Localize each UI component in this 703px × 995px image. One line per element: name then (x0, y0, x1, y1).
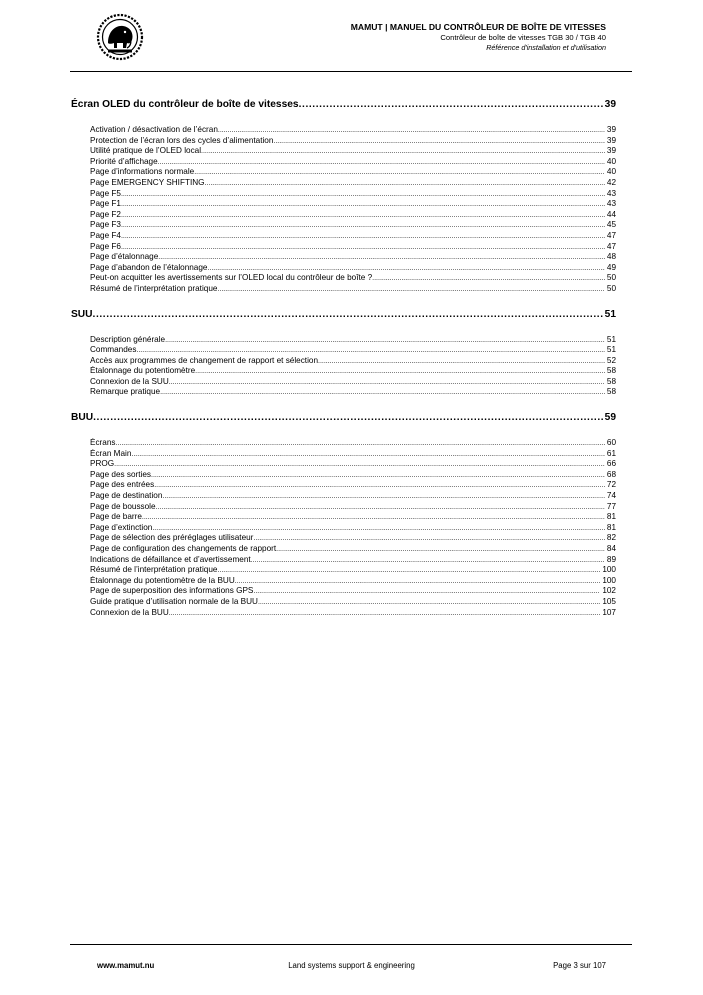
toc-leader-dots (158, 253, 605, 263)
toc-leader-dots (217, 285, 604, 295)
toc-entry-label: Page EMERGENCY SHIFTING (90, 177, 205, 187)
toc-entry[interactable] (90, 608, 616, 619)
toc-entry-label: Page de destination (90, 491, 163, 501)
toc-section-heading[interactable] (71, 98, 616, 112)
toc-entry-label: Page de barre (90, 512, 142, 522)
toc-entry-label: Indications de défaillance et d’avertissement (90, 554, 251, 564)
footer-tagline: Land systems support & engineering (288, 961, 415, 970)
toc-section-heading[interactable] (71, 308, 616, 322)
footer-page-number: Page 3 sur 107 (553, 961, 606, 970)
toc-entry-label: Connexion de la BUU (90, 607, 169, 617)
toc-entry-page: 81 (606, 522, 616, 532)
toc-entry-label: Page de superposition des informations GPS (90, 586, 254, 596)
toc-entry[interactable] (90, 157, 616, 168)
toc-entry[interactable] (90, 263, 616, 274)
toc-entry-page: 84 (606, 544, 616, 553)
toc-entry-page: 39 (606, 125, 616, 134)
toc-entry-label: Page F6 (90, 241, 121, 251)
toc-leader-dots (121, 221, 605, 231)
header-divider (70, 71, 632, 72)
toc-leader-dots (142, 513, 605, 523)
toc-entry-page: 82 (606, 533, 616, 543)
toc-section-page: 39 (604, 99, 616, 110)
toc-entry[interactable] (90, 491, 616, 502)
toc-leader-dots (151, 471, 605, 481)
toc-entry[interactable] (90, 544, 616, 555)
toc-entry-label: Page de configuration des changements de rapport (90, 544, 277, 553)
toc-entry-page: 68 (606, 469, 616, 479)
table-of-contents (71, 98, 616, 631)
toc-entry-page: 61 (606, 448, 616, 458)
toc-leader-dots (121, 232, 605, 242)
toc-leader-dots (276, 545, 605, 555)
toc-leader-dots (258, 598, 600, 608)
toc-entry-label: Commandes (90, 345, 137, 355)
toc-entry-page: 42 (606, 177, 616, 187)
toc-entry[interactable] (90, 167, 616, 178)
toc-entry-label: Résumé de l’interprétation pratique (90, 565, 218, 575)
toc-entry-page: 40 (606, 167, 616, 177)
toc-entry[interactable] (90, 533, 616, 544)
toc-entry-label: Page F4 (90, 230, 121, 240)
toc-entry-page: 40 (606, 156, 616, 166)
toc-leader-dots (114, 460, 605, 470)
toc-leader-dots (115, 439, 604, 449)
toc-leader-dots (165, 336, 605, 346)
toc-entry[interactable] (90, 512, 616, 523)
toc-leader-dots (154, 481, 605, 491)
toc-section-title: SUU (71, 308, 93, 320)
toc-section-page: 59 (604, 412, 616, 424)
toc-leader-dots (253, 587, 600, 597)
toc-entry-page: 89 (606, 554, 616, 564)
toc-entry-label: Page d’extinction (90, 522, 153, 532)
toc-entry[interactable] (90, 555, 616, 566)
toc-section-title: Écran OLED du contrôleur de boîte de vitesses (71, 99, 299, 110)
toc-entry[interactable] (90, 231, 616, 242)
toc-entry-label: Écrans (90, 438, 116, 448)
header-subtitle-italic: Référence d'installation et d'utilisation (486, 43, 606, 52)
toc-entry[interactable] (90, 125, 616, 136)
toc-entry-label: Remarque pratique (90, 387, 161, 397)
toc-leader-dots (201, 147, 605, 157)
toc-entry[interactable] (90, 586, 616, 597)
toc-entry-list (90, 335, 616, 399)
toc-entry[interactable] (90, 449, 616, 460)
toc-entry-label: Utilité pratique de l’OLED local (90, 146, 202, 156)
toc-entry[interactable] (90, 366, 616, 377)
toc-entry-page: 58 (606, 387, 616, 397)
toc-entry-page: 50 (606, 273, 616, 283)
toc-leader-dots (160, 388, 605, 398)
toc-entry[interactable] (90, 523, 616, 534)
toc-entry[interactable] (90, 565, 616, 576)
toc-entry-page: 52 (606, 355, 616, 365)
toc-entry-label: PROG (90, 459, 115, 469)
toc-entry[interactable] (90, 189, 616, 200)
toc-entry-page: 72 (606, 480, 616, 490)
toc-entry-label: Page d’étalonnage (90, 252, 159, 262)
toc-leader-dots (205, 179, 605, 189)
toc-leader-dots (299, 98, 603, 112)
toc-entry[interactable] (90, 199, 616, 210)
toc-entry-page: 47 (606, 241, 616, 251)
toc-entry[interactable] (90, 146, 616, 157)
toc-entry[interactable] (90, 502, 616, 513)
toc-entry-page: 107 (602, 607, 616, 617)
toc-entry-page: 43 (606, 188, 616, 198)
footer-website: www.mamut.nu (97, 961, 155, 970)
toc-entry[interactable] (90, 470, 616, 481)
toc-entry[interactable] (90, 459, 616, 470)
toc-entry-label: Étalonnage du potentiomètre de la BUU (90, 575, 235, 585)
toc-leader-dots (251, 556, 605, 566)
toc-leader-dots (121, 200, 605, 210)
toc-entry-page: 74 (606, 491, 616, 501)
toc-leader-dots (121, 211, 605, 221)
toc-entry-page: 47 (606, 230, 616, 240)
toc-leader-dots (136, 346, 604, 356)
toc-leader-dots (218, 126, 605, 136)
toc-entry[interactable] (90, 242, 616, 253)
toc-leader-dots (93, 308, 603, 322)
toc-entry-page: 81 (606, 512, 616, 522)
toc-leader-dots (162, 492, 605, 502)
toc-entry-page: 100 (602, 575, 616, 585)
toc-entry-label: Résumé de l’interprétation pratique (90, 283, 218, 293)
toc-entry-page: 49 (606, 262, 616, 272)
toc-entry[interactable] (90, 387, 616, 398)
header-title: MAMUT | MANUEL DU CONTRÔLEUR DE BOÎTE DE VITESSES (350, 22, 606, 32)
toc-entry[interactable] (90, 284, 616, 295)
toc-leader-dots (158, 158, 605, 168)
toc-entry-page: 105 (602, 596, 616, 606)
toc-section-page: 51 (604, 308, 616, 320)
toc-entry-label: Page d’informations normale (90, 167, 195, 177)
toc-entry[interactable] (90, 480, 616, 491)
toc-entry-page: 39 (606, 146, 616, 156)
toc-entry-label: Page des entrées (90, 480, 155, 490)
toc-leader-dots (372, 274, 605, 284)
toc-entry-label: Description générale (90, 334, 166, 344)
toc-entry-label: Priorité d’affichage (90, 156, 158, 166)
toc-entry-label: Page F5 (90, 188, 121, 198)
toc-entry[interactable] (90, 335, 616, 346)
toc-entry-label: Protection de l’écran lors des cycles d’alimentation (90, 135, 274, 145)
toc-entry-label: Connexion de la SUU (90, 376, 169, 386)
toc-entry-label: Page de boussole (90, 501, 156, 511)
toc-entry-page: 100 (602, 565, 616, 575)
footer-divider (70, 944, 632, 945)
toc-entry-page: 43 (606, 199, 616, 209)
toc-leader-dots (217, 566, 600, 576)
toc-leader-dots (194, 168, 605, 178)
page-header (351, 22, 606, 53)
toc-entry-page: 58 (606, 366, 616, 376)
toc-leader-dots (169, 378, 605, 388)
toc-entry-page: 39 (606, 135, 616, 145)
mamut-logo-icon (96, 13, 144, 61)
toc-leader-dots (121, 190, 605, 200)
toc-entry[interactable] (90, 252, 616, 263)
toc-leader-dots (253, 534, 604, 544)
toc-entry-page: 77 (606, 501, 616, 511)
toc-entry-page: 66 (606, 459, 616, 469)
toc-leader-dots (152, 524, 605, 534)
toc-leader-dots (318, 357, 605, 367)
toc-entry-label: Page F3 (90, 220, 121, 230)
toc-entry-list (90, 438, 616, 618)
toc-entry-label: Peut-on acquitter les avertissements sur l’OLED local du contrôleur de boîte ? (90, 273, 373, 283)
toc-entry-label: Page d’abandon de l’étalonnage (90, 262, 208, 272)
toc-leader-dots (121, 243, 605, 253)
toc-entry-label: Page des sorties (90, 469, 151, 479)
toc-entry-label: Page F1 (90, 199, 121, 209)
toc-entry-page: 60 (606, 438, 616, 448)
toc-section-title: BUU (71, 412, 94, 424)
toc-entry[interactable] (90, 438, 616, 449)
toc-entry[interactable] (90, 377, 616, 388)
toc-entry[interactable] (90, 220, 616, 231)
toc-leader-dots (195, 367, 605, 377)
toc-entry-page: 51 (606, 345, 616, 355)
toc-section-heading[interactable] (71, 411, 616, 425)
toc-leader-dots (93, 411, 603, 425)
toc-entry-page: 51 (606, 334, 616, 344)
toc-entry[interactable] (90, 356, 616, 367)
toc-entry[interactable] (90, 136, 616, 147)
toc-entry-label: Accès aux programmes de changement de rapport et sélection (90, 355, 319, 365)
toc-leader-dots (207, 264, 604, 274)
toc-entry-label: Page F2 (90, 209, 121, 219)
toc-entry-label: Activation / désactivation de l’écran (90, 125, 218, 134)
toc-entry-page: 102 (602, 586, 616, 596)
toc-entry[interactable] (90, 273, 616, 284)
toc-leader-dots (235, 577, 601, 587)
toc-entry-label: Écran Main (90, 448, 132, 458)
toc-leader-dots (169, 609, 601, 619)
toc-entry[interactable] (90, 576, 616, 587)
toc-entry-page: 50 (606, 283, 616, 293)
toc-entry[interactable] (90, 210, 616, 221)
toc-entry-page: 44 (606, 209, 616, 219)
toc-entry[interactable] (90, 597, 616, 608)
toc-leader-dots (131, 450, 604, 460)
toc-entry-list (90, 125, 616, 295)
toc-entry-label: Page de sélection des préréglages utilisateur (90, 533, 254, 543)
header-subtitle: Contrôleur de boîte de vitesses TGB 30 / TGB 40 (440, 33, 606, 42)
toc-entry-label: Guide pratique d’utilisation normale de la BUU (90, 596, 258, 606)
toc-leader-dots (156, 503, 605, 513)
toc-entry-page: 45 (606, 220, 616, 230)
toc-entry-page: 48 (606, 252, 616, 262)
toc-entry-page: 58 (606, 376, 616, 386)
toc-entry[interactable] (90, 178, 616, 189)
toc-entry-label: Étalonnage du potentiomètre (90, 366, 196, 376)
toc-entry[interactable] (90, 345, 616, 356)
toc-leader-dots (273, 137, 604, 147)
